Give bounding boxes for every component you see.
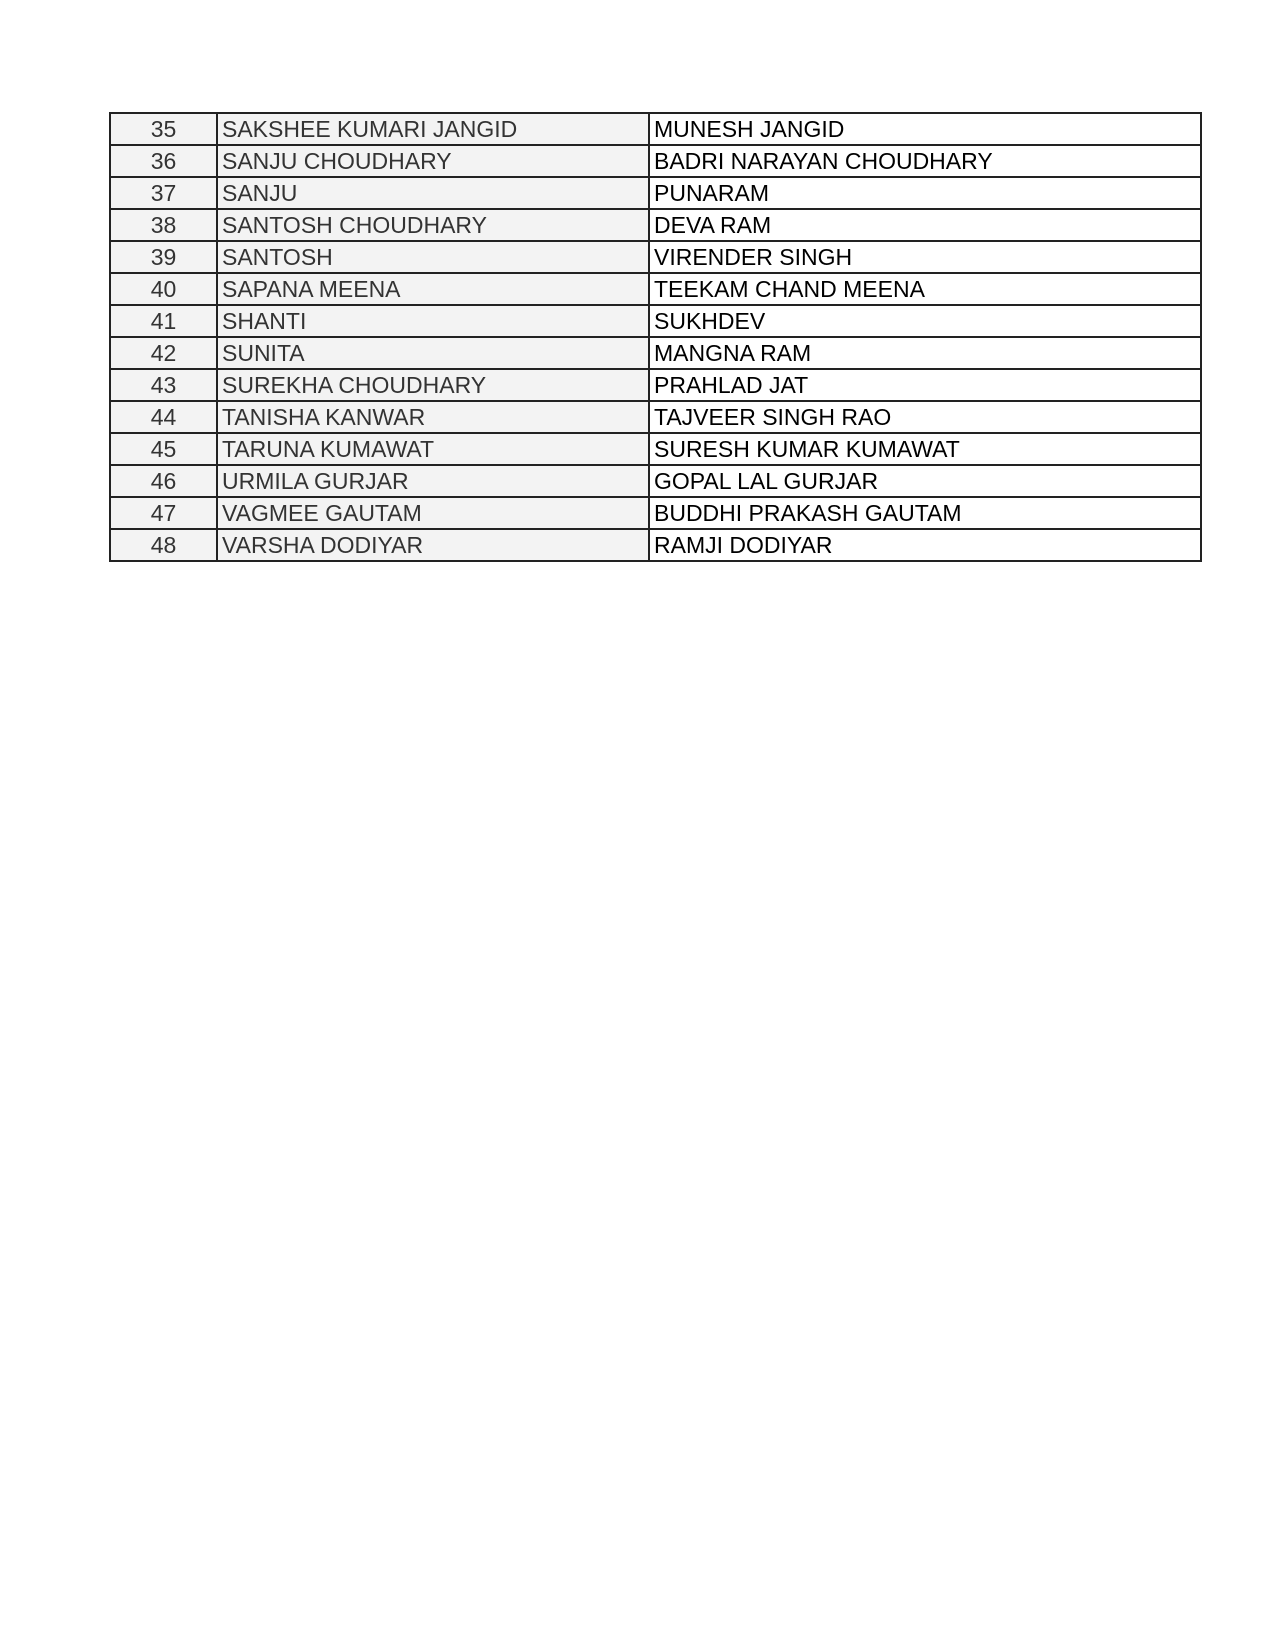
father-name-cell: DEVA RAM xyxy=(649,209,1201,241)
father-name-cell: TEEKAM CHAND MEENA xyxy=(649,273,1201,305)
father-name-cell: GOPAL LAL GURJAR xyxy=(649,465,1201,497)
father-name-cell: SUKHDEV xyxy=(649,305,1201,337)
table-row xyxy=(110,177,1201,209)
student-name-cell: SAPANA MEENA xyxy=(217,273,649,305)
serial-number-cell: 36 xyxy=(110,145,217,177)
table-row xyxy=(110,497,1201,529)
serial-number-cell: 39 xyxy=(110,241,217,273)
table-row xyxy=(110,305,1201,337)
student-name-cell: SANTOSH xyxy=(217,241,649,273)
father-name-cell: MANGNA RAM xyxy=(649,337,1201,369)
student-name-cell: VARSHA DODIYAR xyxy=(217,529,649,561)
student-name-cell: SANTOSH CHOUDHARY xyxy=(217,209,649,241)
serial-number-cell: 41 xyxy=(110,305,217,337)
student-name-cell: SAKSHEE KUMARI JANGID xyxy=(217,113,649,145)
father-name-cell: BADRI NARAYAN CHOUDHARY xyxy=(649,145,1201,177)
father-name-cell: MUNESH JANGID xyxy=(649,113,1201,145)
serial-number-cell: 37 xyxy=(110,177,217,209)
serial-number-cell: 43 xyxy=(110,369,217,401)
serial-number-cell: 35 xyxy=(110,113,217,145)
father-name-cell: PRAHLAD JAT xyxy=(649,369,1201,401)
student-name-cell: SHANTI xyxy=(217,305,649,337)
serial-number-cell: 44 xyxy=(110,401,217,433)
student-name-cell: SANJU xyxy=(217,177,649,209)
table-row xyxy=(110,145,1201,177)
serial-number-cell: 38 xyxy=(110,209,217,241)
serial-number-cell: 45 xyxy=(110,433,217,465)
student-name-cell: SUNITA xyxy=(217,337,649,369)
table-row xyxy=(110,369,1201,401)
student-name-cell: TANISHA KANWAR xyxy=(217,401,649,433)
serial-number-cell: 40 xyxy=(110,273,217,305)
serial-number-cell: 48 xyxy=(110,529,217,561)
serial-number-cell: 46 xyxy=(110,465,217,497)
table-row xyxy=(110,529,1201,561)
serial-number-cell: 42 xyxy=(110,337,217,369)
table-body xyxy=(110,113,1201,561)
table-row xyxy=(110,241,1201,273)
serial-number-cell: 47 xyxy=(110,497,217,529)
table-row xyxy=(110,401,1201,433)
student-name-cell: VAGMEE GAUTAM xyxy=(217,497,649,529)
student-name-cell: URMILA GURJAR xyxy=(217,465,649,497)
father-name-cell: VIRENDER SINGH xyxy=(649,241,1201,273)
student-name-cell: TARUNA KUMAWAT xyxy=(217,433,649,465)
table-row xyxy=(110,113,1201,145)
father-name-cell: BUDDHI PRAKASH GAUTAM xyxy=(649,497,1201,529)
father-name-cell: RAMJI DODIYAR xyxy=(649,529,1201,561)
father-name-cell: SURESH KUMAR KUMAWAT xyxy=(649,433,1201,465)
table-row xyxy=(110,433,1201,465)
student-list-table xyxy=(109,112,1202,562)
table-row xyxy=(110,465,1201,497)
document-page xyxy=(109,112,1202,562)
father-name-cell: TAJVEER SINGH RAO xyxy=(649,401,1201,433)
student-name-cell: SANJU CHOUDHARY xyxy=(217,145,649,177)
table-row xyxy=(110,337,1201,369)
father-name-cell: PUNARAM xyxy=(649,177,1201,209)
table-row xyxy=(110,273,1201,305)
table-row xyxy=(110,209,1201,241)
student-name-cell: SUREKHA CHOUDHARY xyxy=(217,369,649,401)
